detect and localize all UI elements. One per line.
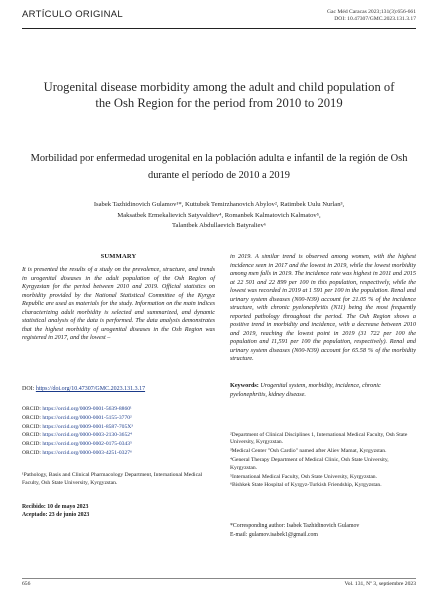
orcid-item [22,414,133,423]
orcid-link[interactable]: https://orcid.org/0000-0002-0175-0343⁵ [42,441,133,448]
corresponding-author-email[interactable]: E-mail: gulamov.isabek1@gmail.com [230,531,318,538]
page-number: 656 [22,581,31,587]
orcid-list [22,405,133,458]
affiliation-1: ¹Pathology, Basis and Clinical Pharmacology Department, International Medical Faculty, Osh State University, Kyrgyzstan. [22,472,203,486]
header-doi: DOI: 10.47307/GMC.2023.131.3.17 [334,16,416,22]
abstract-text-right: in 2019. A similar trend is observed among women, with the highest incidence seen in 2017 and the lowest in 2019, while the lowest morbidity among men falls in 2019. The incidence rate was highest in 2011 and 2015 at 22 501 and 22 899 per 100 in this population, respectively, while the lowest was recorded in 2019 at 1 591 per 100 in the population. Renal and urinary system diseases (N00-N39) account for 21.05 % of the incidence structure, with chronic pyelonephritis (N11) being the most frequently reported pathology throughout the period. The Osh Region shows a positive trend in morbidity and incidence, with a decrease between 2010 and 2019, reaching the lowest point in 2019 (31 722 per 100 the population and 11,591 per 100 the population, respectively). Renal and urinary system diseases (N00-N39) account for 65.58 % of the morbidity structure. [230,253,416,362]
keywords-text: Urogenital system, morbidity, incidence, chronic pyelonephritis, kidney disease. [230,382,381,398]
orcid-label: ORCID: [22,432,41,439]
author-list [48,200,390,232]
doi-link[interactable]: https://doi.org/10.47307/GMC.2023.131.3.17 [35,386,146,392]
affiliations-list [230,432,416,491]
keywords [230,382,416,399]
doi-label: DOI: [22,386,35,392]
journal-line: Gac Méd Caracas 2023;131(3):656-661 [326,9,416,15]
corresponding-author-name: *Corresponding author: Isabek Tazhidinovich Gulamov [230,523,360,529]
orcid-label: ORCID: [22,414,41,421]
section-label: ARTÍCULO ORIGINAL [22,9,123,20]
orcid-link[interactable]: https://orcid.org/0000-0001-5155-3770² [42,414,132,421]
orcid-link[interactable]: https://orcid.org/0000-0003-4251-0327⁶ [42,449,133,456]
author-line: Isabek Tazhidinovich Gulamov¹*, Kuttubek Temirzhanovich Abylov², Ratimbek Uulu Nurlan³, [93,201,345,208]
orcid-item [22,449,133,458]
orcid-link[interactable]: https://orcid.org/0009-0001-8587-705X³ [42,423,133,430]
orcid-label: ORCID: [22,423,41,430]
affiliation-5: ⁵International Medical Faculty, Osh State University, Kyrgyzstan. [230,473,377,480]
orcid-item [22,440,133,449]
doi-line [22,386,145,392]
received-date: Recibido: 10 de mayo 2023 [22,504,89,510]
footer-divider [22,578,416,579]
orcid-item [22,431,133,440]
orcid-link[interactable]: https://orcid.org/0000-0003-2130-3652⁴ [42,432,133,439]
author-line: Maksatbek Ermekalievich Satyvaldiev⁴, Romanbek Kalmatovich Kalmatov⁵, [117,211,321,219]
affiliation-3: ³Medical Center "Osh Cardio" named after Aliev Mamat, Kyrgyzstan. [230,448,387,455]
header-divider [22,28,416,29]
orcid-link[interactable]: https://orcid.org/0009-0001-5639-8860¹ [42,406,132,412]
issue-info: Vol. 131, Nº 3, septiembre 2023 [344,581,416,587]
summary-heading: SUMMARY [100,253,137,260]
keywords-label: Keywords: [230,382,259,389]
author-line: Talantbek Abdullaevich Batyraliev⁶ [171,222,267,229]
affiliation-2: ²Department of Clinical Disciplines 1, International Medical Faculty, Osh State University, Kyrgyzstan. [230,432,408,446]
orcid-item [22,423,133,432]
accepted-date: Aceptado: 23 de junio 2023 [22,512,90,518]
corresponding-author [230,522,359,539]
affiliation-6: ⁶Bishkek State Hospital of Kyrgyz-Turkish Friendship, Kyrgyzstan. [230,482,382,489]
article-title-spanish: Morbilidad por enfermedad urogenital en la población adulta e infantil de la región de Osh durante el período de 2010 a 2019 [30,153,408,181]
orcid-label: ORCID: [22,449,41,456]
abstract-text-left: It is presented the results of a study on the prevalence, structure, and trends in urogenital diseases in the adult population of the Osh Region of Kyrgyzstan for the period between 2010 and 2019. Official statistics on morbidity provided by the National Statistical Committee of the Kyrgyz Republic are used as materials for the study. Information on the main indices characterizing adult morbidity is selected and summarized, and dynamic statistical analysis of the data is performed. The data analysis demonstrates that the highest morbidity of urogenital diseases in the Osh Region was registered in 2017, and the lowest – [22,266,215,341]
orcid-label: ORCID: [22,406,41,412]
journal-citation [327,9,416,23]
article-title-english: Urogenital disease morbidity among the adult and child population of the Osh Region for the period from 2010 to 2019 [43,80,395,110]
submission-dates [22,503,89,519]
orcid-item [22,405,133,414]
affiliation-4: ⁴General Therapy Department of Medical Clinic, Osh State University, Kyrgyzstan. [230,457,389,471]
orcid-label: ORCID: [22,441,41,448]
